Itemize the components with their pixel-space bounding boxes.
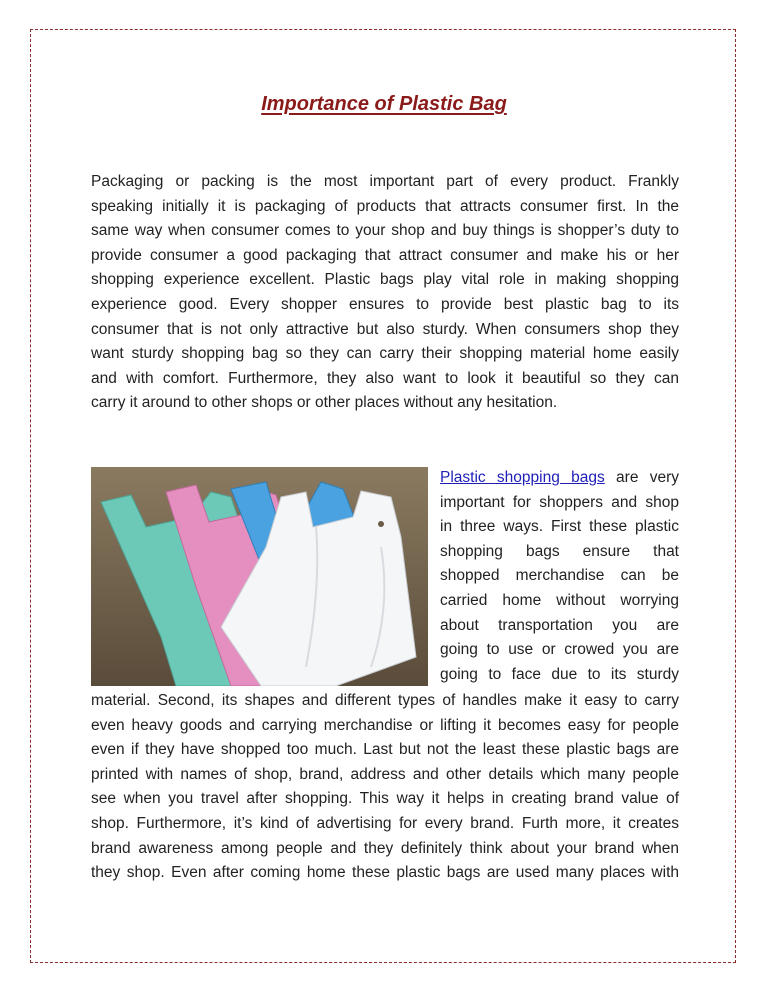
text-line: shopping experience excellent. Plastic bags play vital role in making shopping [91,271,679,289]
text-line: shop. Furthermore, it’s kind of advertising for every brand. Furth more, it creates [91,814,679,832]
text-line: even heavy goods and carrying merchandise or lifting it becomes easy for people [91,716,679,734]
paragraph-benefits [91,689,679,886]
text-line: same way when consumer comes to your shop and buy things is shopper’s duty to [91,222,679,240]
text-line: printed with names of shop, brand, address and other details which many people [91,765,679,783]
text-line: shopping bags ensure that [440,542,679,560]
plastic-bags-image [91,467,428,686]
text-line: want sturdy shopping bag so they can carry their shopping material home easily [91,345,679,363]
paragraph-side [440,466,679,687]
text-line [440,466,679,491]
text-line: they shop. Even after coming home these plastic bags are used many places with [91,864,679,882]
text-line: experience good. Every shopper ensures to provide best plastic bag to its [91,295,679,313]
text-line: and with comfort. Furthermore, they also want to look it beautiful so they can [91,369,679,387]
text-span: are very [616,469,679,486]
text-line: see when you travel after shopping. This way it helps in creating brand value of [91,790,679,808]
text-line: even if they have shopped too much. Last but not the least these plastic bags are [91,741,679,759]
text-line: consumer that is not only attractive but also sturdy. When consumers shop they [91,320,679,338]
text-line: material. Second, its shapes and different types of handles make it easy to carry [91,692,679,709]
text-line: carry it around to other shops or other places without any hesitation. [91,394,558,412]
text-line: going to face due to its sturdy [440,665,679,683]
text-line: going to use or crowed you are [440,641,679,659]
text-line: carried home without worrying [440,591,679,609]
text-line: shopped merchandise can be [440,567,679,585]
text-line: important for shoppers and shop [440,493,679,511]
text-line: Packaging or packing is the most important part of every product. Frankly [91,173,679,190]
text-line: brand awareness among people and they definitely think about your brand when [91,839,679,857]
text-line: about transportation you are [440,616,679,634]
plastic-shopping-bags-link[interactable]: Plastic shopping bags [440,469,605,486]
text-line: in three ways. First these plastic [440,518,679,536]
page-title: Importance of Plastic Bag [261,93,507,115]
text-line: speaking initially it is packaging of products that attracts consumer first. In the [91,197,679,215]
paragraph-intro [91,170,679,416]
text-line: provide consumer a good packaging that attract consumer and make his or her [91,246,679,264]
plastic-bags-photo [91,467,428,686]
